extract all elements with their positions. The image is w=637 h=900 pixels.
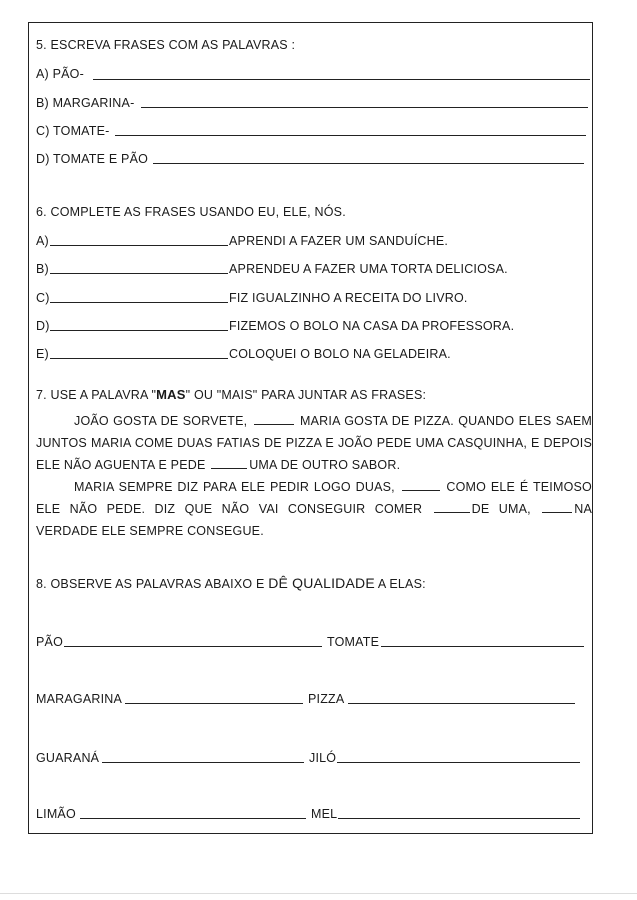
q7-heading-pre: 7. USE A PALAVRA " <box>36 388 157 402</box>
q8-row4-right-line[interactable] <box>338 818 580 819</box>
q8-row3-right-line[interactable] <box>337 762 580 763</box>
q7-heading <box>36 387 426 402</box>
q6-item-b-letter: B) <box>36 262 49 276</box>
q6-item-e-text: COLOQUEI O BOLO NA GELADEIRA. <box>229 347 451 361</box>
q6-item-e-answer-line[interactable] <box>50 358 228 359</box>
q8-heading <box>36 575 426 591</box>
q7-p1-part-a: JOÃO GOSTA DE SORVETE, <box>74 414 248 428</box>
q5-item-a-label: A) PÃO- <box>36 67 84 81</box>
page-bottom-edge <box>0 893 637 894</box>
q6-item-a-letter: A) <box>36 234 49 248</box>
q7-p1-blank-2[interactable] <box>211 458 247 469</box>
q6-item-b-answer-line[interactable] <box>50 273 228 274</box>
q7-p1-part-b: MARIA GOSTA DE PIZZA. QUANDO ELES SAEM JUNTOS MARIA COME DUAS FATIAS DE PIZZA E JOÃO PEDE UMA CASQUINHA, E DEPOIS ELE NÃO AGUENTA E PEDE <box>36 414 592 472</box>
q6-item-a-answer-line[interactable] <box>50 245 228 246</box>
q5-item-b-label: B) MARGARINA- <box>36 96 135 110</box>
q7-p1-blank-1[interactable] <box>254 414 294 425</box>
q7-p1-part-c: UMA DE OUTRO SABOR. <box>249 458 401 472</box>
q8-row1-right-label: TOMATE <box>327 635 380 649</box>
q8-heading-emphasis: DÊ QUALIDADE <box>268 575 375 591</box>
q8-row4-left-line[interactable] <box>80 818 306 819</box>
q8-row3-left-label: GUARANÁ <box>36 751 100 765</box>
q5-item-b-answer-line[interactable] <box>141 107 588 108</box>
q5-item-a-answer-line[interactable] <box>93 79 590 80</box>
q7-p2-part-d: NA VERDADE ELE SEMPRE CONSEGUE. <box>36 502 592 538</box>
q8-row2-right-label: PIZZA <box>308 692 345 706</box>
q7-p2-blank-3[interactable] <box>542 502 572 513</box>
q8-row4-right-label: MEL <box>311 807 338 821</box>
q6-heading: 6. COMPLETE AS FRASES USANDO EU, ELE, NÓS. <box>36 205 346 219</box>
q8-heading-post: A ELAS: <box>374 577 426 591</box>
q5-item-c-answer-line[interactable] <box>115 135 586 136</box>
q8-row4-left-label: LIMÃO <box>36 807 76 821</box>
q6-item-c-letter: C) <box>36 291 50 305</box>
q7-p2-blank-1[interactable] <box>402 480 440 491</box>
q6-item-c-answer-line[interactable] <box>50 302 228 303</box>
q8-row3-left-line[interactable] <box>102 762 304 763</box>
q5-item-d-answer-line[interactable] <box>153 163 584 164</box>
q7-paragraph-2 <box>36 476 592 542</box>
q7-heading-keyword: MAS <box>156 387 186 402</box>
q7-paragraph-1 <box>36 410 592 476</box>
q8-row3-right-label: JILÓ <box>309 751 337 765</box>
q7-p2-blank-2[interactable] <box>434 502 470 513</box>
q7-p2-part-b: COMO ELE É TEIMOSO ELE NÃO PEDE. DIZ QUE NÃO VAI CONSEGUIR COMER <box>36 480 592 516</box>
q6-item-a-text: APRENDI A FAZER UM SANDUÍCHE. <box>229 234 449 248</box>
q6-item-c-text: FIZ IGUALZINHO A RECEITA DO LIVRO. <box>229 291 468 305</box>
q8-row2-left-label: MARAGARINA <box>36 692 123 706</box>
q7-p2-part-c: DE UMA, <box>471 502 531 516</box>
q6-item-b-text: APRENDEU A FAZER UMA TORTA DELICIOSA. <box>229 262 508 276</box>
q7-p2-part-a: MARIA SEMPRE DIZ PARA ELE PEDIR LOGO DUAS, <box>74 480 395 494</box>
q8-row2-right-line[interactable] <box>348 703 575 704</box>
q6-item-e-letter: E) <box>36 347 49 361</box>
q6-item-d-letter: D) <box>36 319 50 333</box>
q5-item-c-label: C) TOMATE- <box>36 124 110 138</box>
q8-row1-left-label: PÃO <box>36 635 63 649</box>
q8-row2-left-line[interactable] <box>125 703 303 704</box>
q8-row1-right-line[interactable] <box>381 646 584 647</box>
q6-item-d-text: FIZEMOS O BOLO NA CASA DA PROFESSORA. <box>229 319 515 333</box>
q5-item-d-label: D) TOMATE E PÃO <box>36 152 149 166</box>
q7-heading-post: " OU "MAIS" PARA JUNTAR AS FRASES: <box>185 388 427 402</box>
q8-heading-pre: 8. OBSERVE AS PALAVRAS ABAIXO E <box>36 577 269 591</box>
q5-heading: 5. ESCREVA FRASES COM AS PALAVRAS : <box>36 38 296 52</box>
q6-item-d-answer-line[interactable] <box>50 330 228 331</box>
q8-row1-left-line[interactable] <box>64 646 322 647</box>
